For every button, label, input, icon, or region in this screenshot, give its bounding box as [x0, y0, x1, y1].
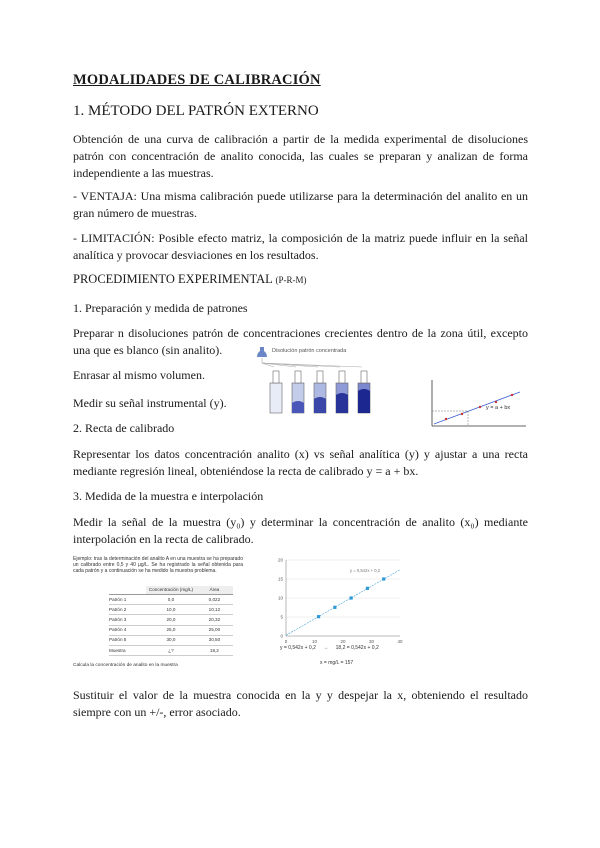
procedimiento-tag: (P-R-M) — [275, 275, 307, 285]
intro-paragraph: Obtención de una curva de calibración a partir de la medida experimental de disoluciones patrón con concentración de analito conocida, las cuales se preparan y analizan de forma independiente a las muestras. — [73, 132, 528, 180]
page-title: MODALIDADES DE CALIBRACIÓN — [73, 72, 321, 88]
table-cell: 25,00 — [196, 625, 233, 635]
flask-caption: Disolución patrón concentrada — [272, 348, 347, 354]
medir-text: Medir su señal instrumental (y). — [73, 396, 227, 410]
y-tick-label: 5 — [280, 614, 283, 620]
x-tick-label: 0 — [284, 639, 288, 644]
flask-icon — [292, 383, 304, 413]
example-footer: Calcula la concentración de analito en la muestra — [73, 663, 178, 668]
table-cell: 30,50 — [196, 635, 233, 645]
procedimiento-heading — [73, 271, 528, 289]
chart-equations — [280, 645, 379, 651]
chart-result: x = mg/L = 157 — [320, 660, 354, 666]
enrasar-text: Enrasar al mismo volumen. — [73, 368, 205, 382]
x-tick-label: 20 — [340, 639, 346, 644]
limitacion-paragraph: - LIMITACIÓN: Posible efecto matriz, la composición de la matriz puede influir en la señal analítica y provocar desviaciones en los resultados. — [73, 231, 528, 262]
equation-left: y = 0,542x + 0,2 — [280, 645, 316, 651]
table-cell: 10,0 — [146, 605, 196, 615]
x-tick-label: 10 — [311, 639, 318, 644]
table-cell: Patrón 3 — [109, 615, 146, 625]
table-cell: 10,12 — [196, 605, 233, 615]
step1-paragraph: Preparar n disoluciones patrón de concentraciones crecientes dentro de la zona útil, excepto una que es blanco (sin analito). — [73, 326, 528, 357]
table-body — [109, 595, 233, 656]
data-point — [350, 596, 353, 599]
table-row — [109, 605, 233, 615]
sketch-equation: y = a + bx — [486, 405, 511, 411]
example-table — [109, 586, 233, 656]
table-row — [109, 645, 233, 655]
flask-icon — [314, 383, 326, 413]
y-tick-label: 15 — [277, 576, 283, 582]
example-chart — [268, 554, 408, 672]
data-point — [317, 615, 320, 618]
table-cell: 20,0 — [146, 615, 196, 625]
table-row — [109, 635, 233, 645]
table-cell: 30,0 — [146, 635, 196, 645]
table-header-empty — [109, 586, 146, 595]
step3-paragraph: Medir la señal de la muestra (y₀) y determinar la concentración de analito (x₀) mediante interpolación en la recta de calibrado. — [73, 515, 528, 546]
closing-paragraph: Sustituir el valor de la muestra conocida en la y y despejar la x, obteniendo el resultado siempre con un +/-, error asociado. — [73, 688, 528, 719]
equation-right: 18,2 = 0,542x + 0,2 — [335, 645, 379, 651]
example-box — [73, 556, 243, 672]
flask-figure — [252, 345, 372, 417]
flask-icon — [358, 383, 370, 413]
data-point — [382, 577, 385, 580]
example-paragraph: Ejemplo: tras la determinación del analito A en una muestra se ha preparado un calibrado entre 0,5 y 40 µg/L. Se ha registrado la señal obtenida para cada patrón y a continuación se ha medido la muestra problema. — [73, 556, 243, 574]
step2-heading: 2. Recta de calibrado — [73, 421, 175, 435]
table-cell: 18,2 — [196, 645, 233, 655]
data-point — [333, 606, 336, 609]
table-cell: ¿? — [146, 645, 196, 655]
table-cell: 0,0 — [146, 595, 196, 605]
flask-icon — [270, 383, 282, 413]
table-cell: 25,0 — [146, 625, 196, 635]
step3-heading: 3. Medida de la muestra e interpolación — [73, 489, 264, 503]
y-tick-label: 20 — [277, 557, 283, 563]
table-row — [109, 625, 233, 635]
y-tick-label: 0 — [280, 633, 283, 639]
table-cell: Muestra — [109, 645, 146, 655]
ventaja-paragraph: - VENTAJA: Una misma calibración puede utilizarse para la determinación del analito en un gran número de muestras. — [73, 189, 528, 220]
table-cell: 20,32 — [196, 615, 233, 625]
data-point — [366, 587, 369, 590]
equation-arrow: → — [323, 645, 329, 651]
step1-heading: 1. Preparación y medida de patrones — [73, 301, 248, 315]
x-tick-label: 40 — [397, 639, 403, 644]
table-cell: 0,022 — [196, 595, 233, 605]
stock-flask-icon — [257, 347, 267, 357]
table-cell: Patrón 4 — [109, 625, 146, 635]
table-header-area: Área — [196, 586, 233, 595]
x-tick-label: 30 — [368, 639, 375, 644]
y-tick-label: 10 — [277, 595, 283, 601]
table-row — [109, 615, 233, 625]
example-chart-svg — [268, 554, 408, 650]
flask-icon — [336, 383, 348, 413]
table-header-conc: Concentración (mg/L) — [146, 586, 196, 595]
section-heading: 1. MÉTODO DEL PATRÓN EXTERNO — [73, 103, 319, 119]
volumetric-flasks — [270, 371, 370, 413]
table-cell: Patrón 2 — [109, 605, 146, 615]
step2-paragraph: Representar los datos concentración analito (x) vs señal analítica (y) y ajustar a una recta mediante regresión lineal, obteniéndose la recta de calibrado y = a + bx. — [73, 447, 528, 478]
table-row — [109, 595, 233, 605]
procedimiento-title: PROCEDIMIENTO EXPERIMENTAL — [73, 272, 273, 286]
legend-label: y = 0,542x + 0,2 — [350, 568, 381, 573]
table-cell: Patrón 5 — [109, 635, 146, 645]
table-cell: Patrón 1 — [109, 595, 146, 605]
flasks-svg — [252, 345, 372, 417]
